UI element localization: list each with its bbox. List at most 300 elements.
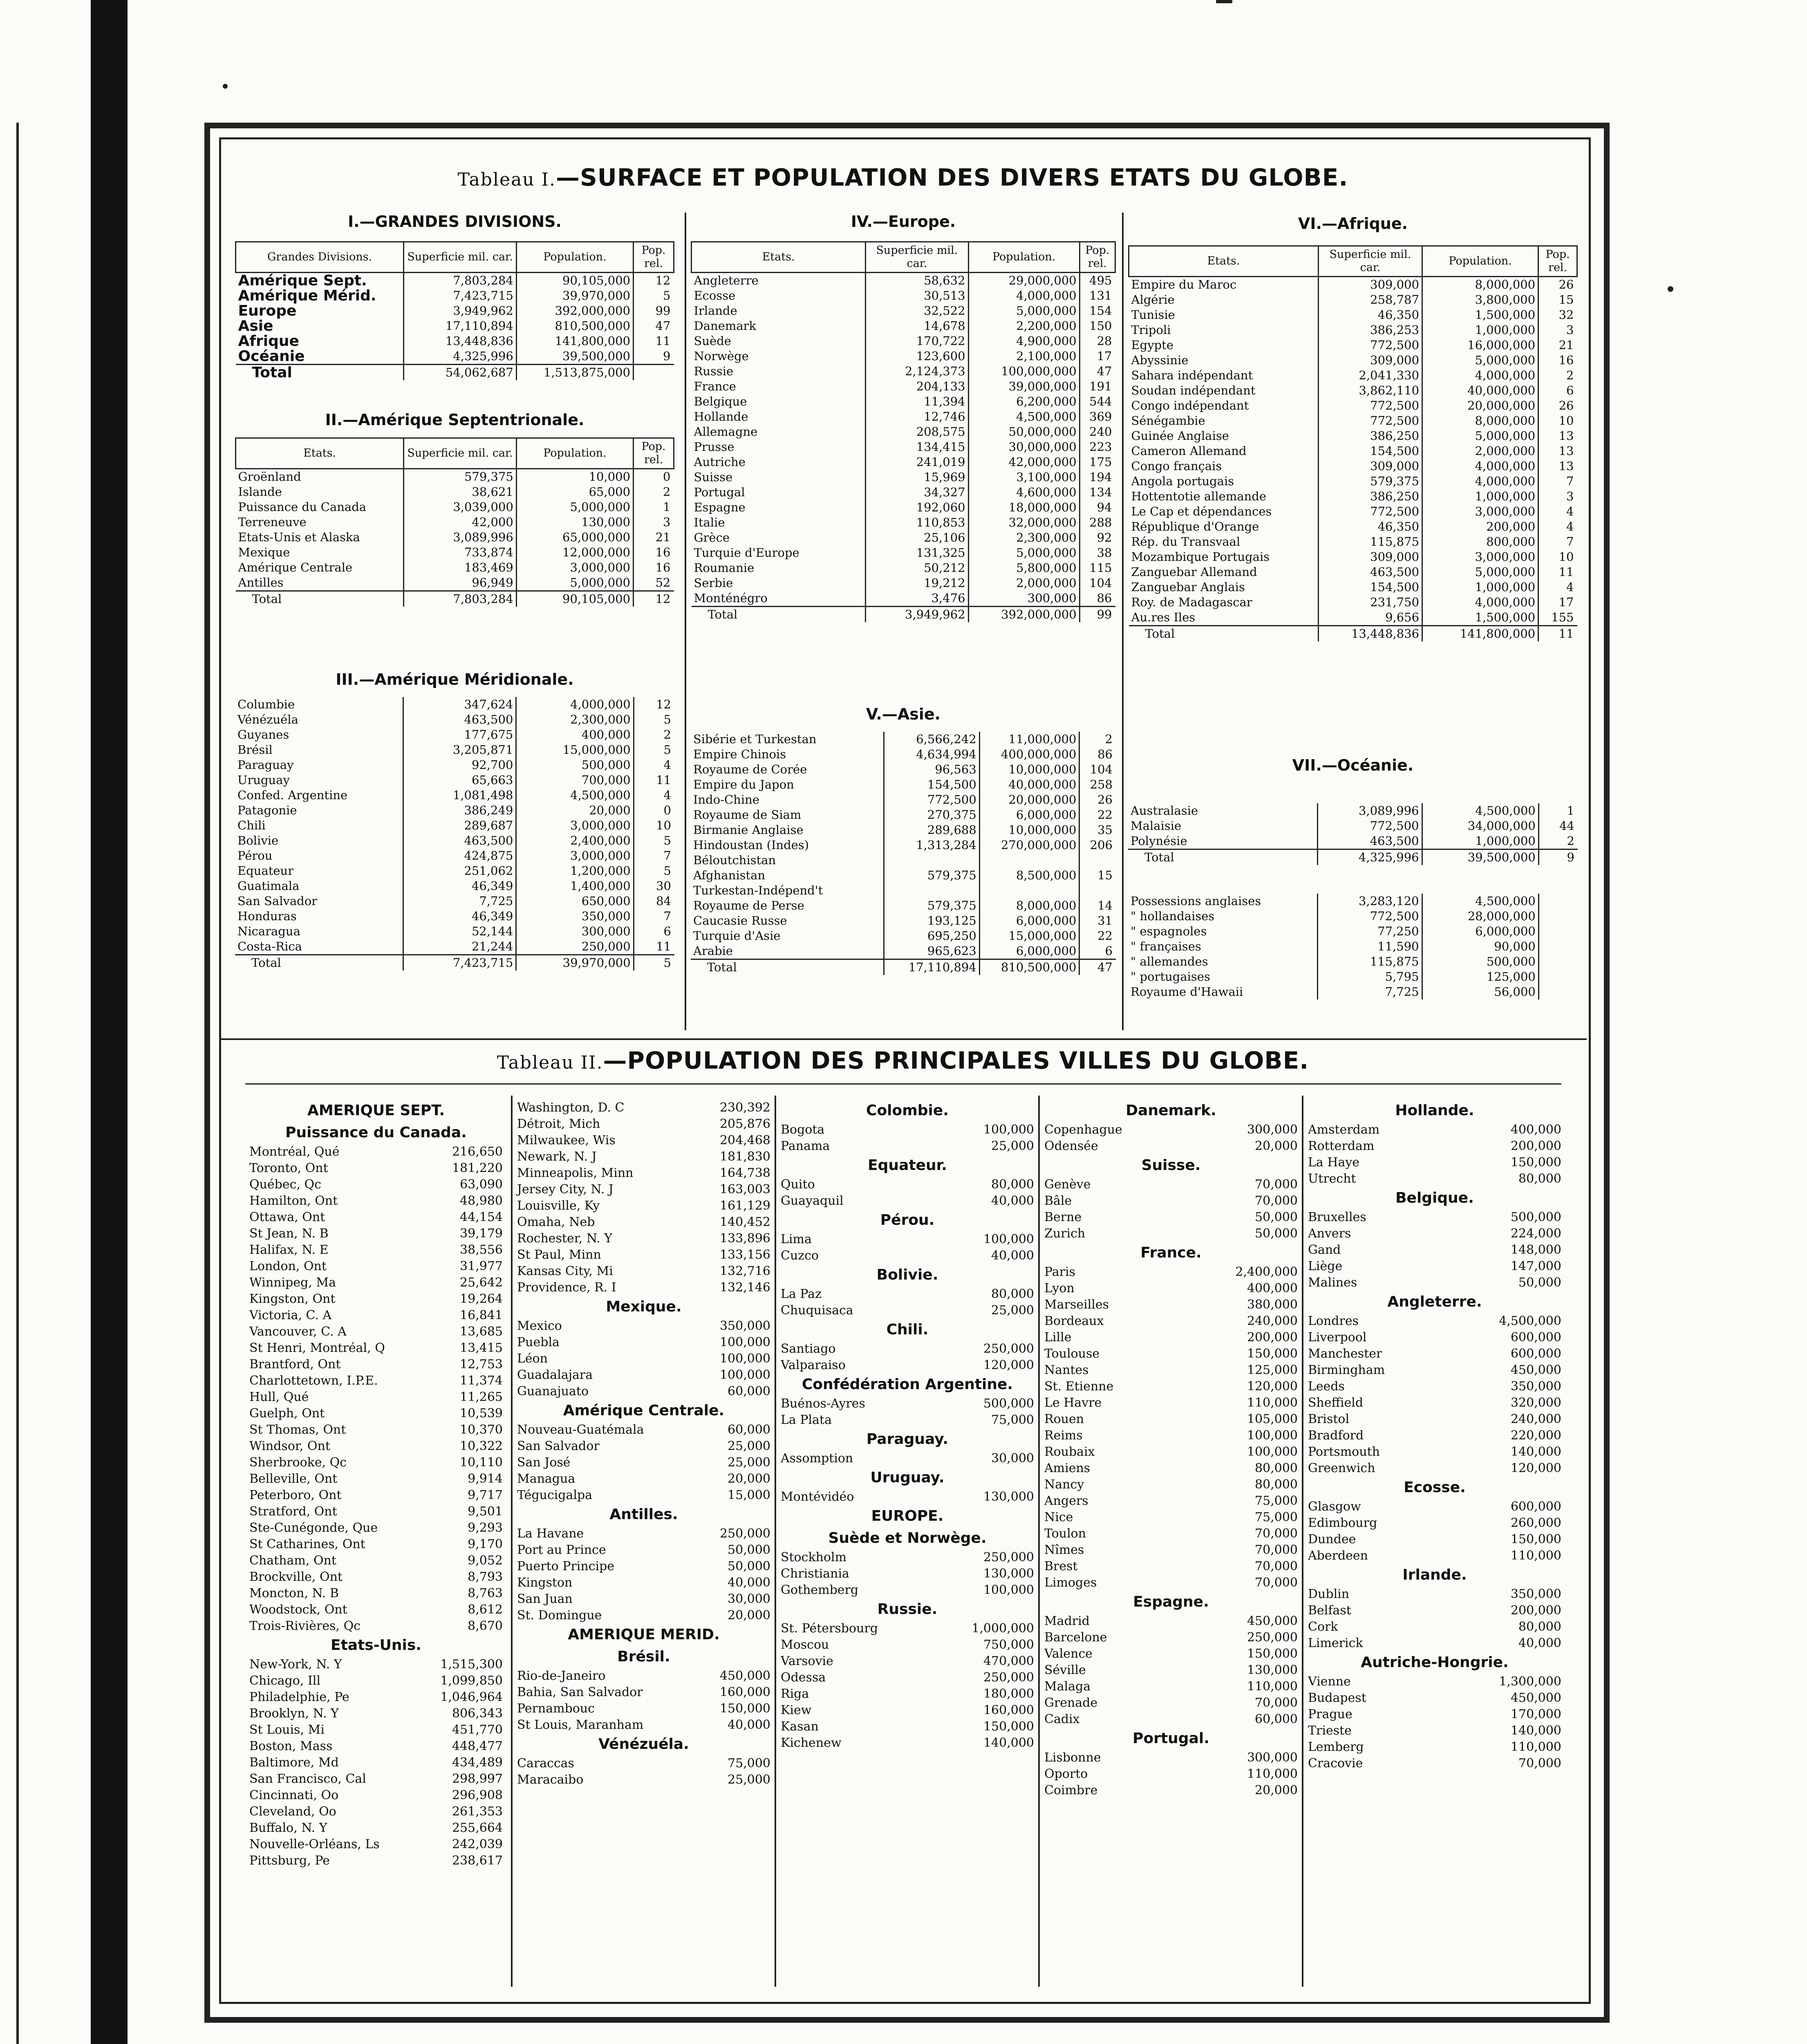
- table-cell: 6,200,000: [968, 394, 1079, 409]
- state-name: Columbie: [237, 697, 295, 711]
- state-name: Cameron Allemand: [1131, 444, 1247, 458]
- table-row: [1129, 565, 1577, 580]
- table-row: [691, 777, 1116, 792]
- spacer-row: [1128, 865, 1578, 894]
- table-cell: 424,875: [403, 848, 516, 863]
- total-cell: 54,062,687: [404, 365, 517, 381]
- city-row: [249, 1471, 503, 1487]
- table-cell: 134,415: [866, 439, 969, 455]
- city-section-heading: Chili.: [886, 1321, 929, 1338]
- total-cell: 4,325,996: [1318, 849, 1422, 865]
- city-row: [1308, 1723, 1561, 1739]
- city-population: 40,000: [728, 1576, 770, 1590]
- city-name: Bogota: [781, 1123, 825, 1137]
- city-row: [1308, 1171, 1561, 1187]
- city-name: San Francisco, Cal: [249, 1772, 366, 1786]
- table-row: [236, 349, 674, 365]
- city-row: [781, 1357, 1034, 1374]
- city-row: [517, 1351, 770, 1367]
- column-header: Etats.: [236, 438, 404, 469]
- city-section-heading: Angleterre.: [1387, 1293, 1482, 1310]
- city-population: 181,220: [452, 1161, 503, 1175]
- table-cell: 7: [1538, 474, 1577, 489]
- total-cell: 17,110,894: [884, 959, 979, 975]
- table-cell: 86: [1079, 747, 1116, 762]
- city-row: [249, 1618, 503, 1634]
- city-row: [1308, 1674, 1561, 1690]
- table-cell: 240: [1079, 424, 1115, 439]
- city-name: Victoria, C. A: [249, 1308, 332, 1322]
- city-name: Woodstock, Ont: [249, 1602, 347, 1617]
- city-row: [517, 1668, 770, 1684]
- table-cell: 0: [634, 803, 674, 818]
- table-row: [235, 697, 674, 712]
- table-cell: 191: [1079, 379, 1115, 394]
- city-name: Lisbonne: [1044, 1750, 1101, 1765]
- city-name: Halifax, N. E: [249, 1243, 329, 1257]
- table-cell: 192,060: [866, 500, 969, 515]
- spacer-cell: [1128, 865, 1578, 894]
- total-row: [1129, 626, 1577, 642]
- table-cell: 10,000: [516, 469, 633, 485]
- state-name: Amérique Centrale: [238, 560, 353, 574]
- table-row: [692, 364, 1115, 379]
- city-name: Kasan: [781, 1719, 819, 1734]
- table-cell: 15: [1079, 868, 1116, 883]
- table-cell: 4,000,000: [1422, 474, 1538, 489]
- table-cell: 2,100,000: [968, 349, 1079, 364]
- city-row: [1044, 1460, 1298, 1477]
- city-population: 250,000: [983, 1550, 1034, 1564]
- total-row: [236, 365, 674, 381]
- table-row: [692, 560, 1115, 576]
- table-cell: 39,000,000: [968, 379, 1079, 394]
- state-name: Afrique: [238, 333, 299, 350]
- city-population: 600,000: [1510, 1347, 1561, 1361]
- table-cell: 15,000,000: [516, 742, 634, 758]
- state-name: Russie: [694, 364, 734, 378]
- city-row: [249, 1422, 503, 1438]
- table-row: [235, 818, 674, 833]
- table-cell: 20,000,000: [1422, 398, 1538, 413]
- city-name: Dundee: [1308, 1532, 1356, 1546]
- city-row: [249, 1405, 503, 1422]
- city-row: [1044, 1428, 1298, 1444]
- table-cell: 208,575: [866, 424, 969, 439]
- city-name: Bâle: [1044, 1194, 1072, 1208]
- state-name: Terreneuve: [238, 515, 307, 529]
- city-population: 110,000: [1510, 1740, 1561, 1754]
- city-name: Trieste: [1308, 1724, 1352, 1738]
- table-cell: 3,000,000: [516, 848, 634, 863]
- state-name: Amérique Sept.: [238, 272, 367, 289]
- city-name: Greenwich: [1308, 1461, 1375, 1475]
- table-cell: 4: [634, 758, 674, 773]
- state-name: Angleterre: [694, 273, 759, 287]
- city-row: [249, 1722, 503, 1738]
- header-row: [236, 242, 674, 273]
- city-population: 350,000: [1510, 1587, 1561, 1601]
- city-name: La Plata: [781, 1413, 832, 1427]
- city-row: [1044, 1138, 1298, 1154]
- table-row: [691, 944, 1116, 959]
- city-population: 448,477: [452, 1739, 503, 1753]
- state-name: Ecosse: [694, 289, 736, 303]
- empty-cell: [1538, 894, 1578, 909]
- table-cell: 10: [1538, 413, 1577, 428]
- table-cell: 270,000,000: [979, 838, 1079, 853]
- state-name: Abyssinie: [1131, 353, 1189, 367]
- table-cell: 6: [1538, 383, 1577, 398]
- city-name: Port au Prince: [517, 1543, 606, 1557]
- city-population: 110,000: [1247, 1767, 1298, 1781]
- table-cell: 177,675: [403, 727, 516, 742]
- table-row: [692, 455, 1115, 470]
- city-row: [781, 1177, 1034, 1193]
- city-divider-2: [775, 1096, 776, 1987]
- city-name: Pittsburg, Pe: [249, 1853, 330, 1868]
- city-name: Quito: [781, 1177, 815, 1192]
- city-name: Jersey City, N. J: [517, 1182, 614, 1197]
- city-row: [249, 1340, 503, 1356]
- state-name: Tunisie: [1131, 308, 1175, 322]
- table-cell: 4,000,000: [968, 288, 1079, 303]
- city-row: [517, 1263, 770, 1280]
- possession-row: [1128, 894, 1578, 909]
- table-cell: 65,000,000: [516, 530, 633, 545]
- city-divider-1: [511, 1096, 513, 1987]
- city-row: [249, 1755, 503, 1771]
- cities-column-1: [249, 1100, 503, 1869]
- table-cell: 369: [1079, 409, 1115, 424]
- city-population: 470,000: [983, 1654, 1034, 1668]
- header-row: [692, 242, 1115, 273]
- city-name: San Juan: [517, 1592, 573, 1606]
- table-cell: 154,500: [1318, 580, 1422, 595]
- table2-text: —POPULATION DES PRINCIPALES VILLES DU GLOBE.: [603, 1047, 1309, 1074]
- city-population: 500,000: [1510, 1210, 1561, 1224]
- table-row: [1129, 549, 1577, 565]
- city-name: Malines: [1308, 1275, 1357, 1290]
- total-cell: 5: [634, 955, 674, 971]
- table-row: [1129, 368, 1577, 383]
- table-cell: 270,375: [884, 807, 979, 823]
- city-section-heading: EUROPE.: [871, 1508, 944, 1524]
- city-section-heading: AMERIQUE MERID.: [568, 1626, 720, 1643]
- city-population: 240,000: [1247, 1314, 1298, 1328]
- column-header: Pop. rel.: [634, 242, 674, 273]
- table-cell: 251,062: [403, 863, 516, 879]
- table-cell: 309,000: [1318, 277, 1422, 293]
- city-row: [1308, 1619, 1561, 1635]
- table-cell: 650,000: [516, 894, 634, 909]
- city-population: 125,000: [1247, 1363, 1298, 1377]
- state-name: Sahara indépendant: [1131, 368, 1253, 382]
- city-row: [781, 1450, 1034, 1467]
- table-cell: 10: [634, 818, 674, 833]
- city-row: [1044, 1782, 1298, 1799]
- table-cell: 231,750: [1318, 595, 1422, 610]
- city-name: Rouen: [1044, 1412, 1084, 1426]
- possession-cell: 11,590: [1318, 939, 1422, 954]
- state-name: Australasie: [1131, 804, 1198, 818]
- city-name: Montévidéo: [781, 1490, 854, 1504]
- table-cell: 288: [1079, 515, 1115, 530]
- city-population: 19,264: [460, 1292, 503, 1306]
- table-row: [1129, 610, 1577, 626]
- total-row: [235, 955, 674, 971]
- binding-shadow: [91, 0, 128, 2044]
- city-name: Cincinnati, Oo: [249, 1788, 339, 1802]
- table-cell: 4,000,000: [516, 697, 634, 712]
- city-population: 300,000: [1247, 1750, 1298, 1765]
- table-row: [1129, 398, 1577, 413]
- city-population: 11,265: [460, 1390, 503, 1404]
- city-population: 100,000: [983, 1583, 1034, 1597]
- city-row: [249, 1804, 503, 1820]
- city-row: [517, 1198, 770, 1214]
- city-row: [1044, 1177, 1298, 1193]
- city-population: 8,670: [468, 1619, 503, 1633]
- state-name: Mexique: [238, 545, 290, 559]
- city-name: St Paul, Minn: [517, 1248, 601, 1262]
- table-amsept: [235, 437, 674, 607]
- city-population: 70,000: [1255, 1526, 1298, 1541]
- table-cell: 7: [634, 909, 674, 924]
- state-name: Belgique: [694, 394, 747, 408]
- city-row: [249, 1324, 503, 1340]
- table-cell: 2: [634, 484, 674, 500]
- city-name: Lille: [1044, 1330, 1072, 1345]
- city-row: [1044, 1558, 1298, 1575]
- table-row: [235, 773, 674, 788]
- total-cell: 392,000,000: [968, 607, 1079, 623]
- state-name: Algérie: [1131, 293, 1175, 307]
- table-cell: 6,000,000: [979, 807, 1079, 823]
- table-cell: 200,000: [1422, 519, 1538, 534]
- state-name: Allemagne: [694, 425, 758, 439]
- city-population: 148,000: [1510, 1243, 1561, 1257]
- table-cell: 26: [1538, 398, 1577, 413]
- city-population: 220,000: [1510, 1428, 1561, 1443]
- city-population: 120,000: [1510, 1461, 1561, 1475]
- city-name: Bristol: [1308, 1412, 1350, 1426]
- city-row: [1308, 1444, 1561, 1460]
- table-cell: 5: [634, 833, 674, 848]
- table-cell: 3,000,000: [1422, 549, 1538, 565]
- possession-row: [1128, 939, 1578, 954]
- table-row: [691, 913, 1116, 928]
- possession-cell: " hollandaises: [1131, 909, 1215, 923]
- city-section-heading: Pérou.: [880, 1212, 935, 1228]
- table-cell: 39,500,000: [516, 349, 633, 365]
- city-row: [1044, 1411, 1298, 1428]
- table-cell: 47: [634, 318, 674, 334]
- city-population: 25,000: [728, 1439, 770, 1453]
- table-row: [1129, 580, 1577, 595]
- table-cell: 3: [1538, 489, 1577, 504]
- city-row: [249, 1258, 503, 1275]
- city-population: 20,000: [728, 1608, 770, 1623]
- table-row: [1129, 307, 1577, 323]
- city-name: Buffalo, N. Y: [249, 1821, 327, 1835]
- city-population: 75,000: [1255, 1494, 1298, 1508]
- city-name: Nancy: [1044, 1477, 1084, 1492]
- table-row: [236, 303, 674, 318]
- table-cell: 154,500: [884, 777, 979, 792]
- state-name: Bolivie: [237, 834, 279, 847]
- city-population: 200,000: [1510, 1139, 1561, 1153]
- table-cell: 104: [1079, 762, 1116, 777]
- table-cell: 47: [1079, 364, 1115, 379]
- city-name: Rio-de-Janeiro: [517, 1669, 606, 1683]
- city-row: [249, 1455, 503, 1471]
- table-cell: 392,000,000: [516, 303, 633, 318]
- table-cell: 1: [634, 500, 674, 515]
- city-population: 140,452: [719, 1215, 770, 1229]
- city-row: [249, 1585, 503, 1602]
- total-cell: Total: [691, 959, 884, 975]
- city-row: [1044, 1509, 1298, 1526]
- table-cell: 15,969: [866, 470, 969, 485]
- table-row: [691, 928, 1116, 944]
- left-margin-line: [0, 123, 19, 2044]
- city-population: 130,000: [983, 1490, 1034, 1504]
- table-cell: 20,000: [516, 803, 634, 818]
- table-cell: 11: [634, 939, 674, 955]
- table-row: [1129, 277, 1577, 293]
- table-cell: 90,105,000: [516, 273, 633, 289]
- state-name: Nicaragua: [237, 924, 300, 938]
- total-cell: Total: [236, 591, 404, 607]
- city-row: [249, 1275, 503, 1291]
- city-name: Reims: [1044, 1428, 1083, 1443]
- city-population: 80,000: [1255, 1477, 1298, 1492]
- table-cell: 30,000,000: [968, 439, 1079, 455]
- table-cell: 1,000,000: [1422, 834, 1538, 849]
- city-name: Guelph, Ont: [249, 1406, 325, 1421]
- table-cell: 5,000,000: [1422, 353, 1538, 368]
- table-europe: [691, 241, 1116, 622]
- table1-title: [219, 164, 1587, 191]
- city-row: [1044, 1378, 1298, 1395]
- table-cell: 17,110,894: [404, 318, 517, 334]
- column-header: Superficie mil. car.: [404, 242, 517, 273]
- table-cell: 2,200,000: [968, 318, 1079, 334]
- city-row: [1308, 1602, 1561, 1619]
- total-cell: 141,800,000: [1422, 626, 1538, 642]
- state-name: Italie: [694, 515, 725, 529]
- table-cell: 7: [634, 848, 674, 863]
- state-name: Autriche: [694, 455, 746, 469]
- table-cell: 94: [1079, 500, 1115, 515]
- table-cell: 695,250: [884, 928, 979, 944]
- city-name: Bruxelles: [1308, 1210, 1366, 1224]
- city-population: 16,841: [460, 1308, 503, 1322]
- city-population: 20,000: [1255, 1783, 1298, 1797]
- city-row: [1044, 1477, 1298, 1493]
- table-row: [1129, 292, 1577, 307]
- city-name: New-York, N. Y: [249, 1657, 342, 1672]
- table-cell: 21: [1538, 338, 1577, 353]
- city-row: [517, 1542, 770, 1558]
- state-name: Soudan indépendant: [1131, 383, 1256, 397]
- table-cell: 5: [634, 712, 674, 727]
- table-cell: 28: [1079, 334, 1115, 349]
- city-population: 400,000: [1510, 1123, 1561, 1137]
- city-population: 13,685: [460, 1325, 503, 1339]
- table-row: [692, 545, 1115, 560]
- table-row: [1129, 338, 1577, 353]
- table-cell: 289,687: [403, 818, 516, 833]
- total-cell: 7,803,284: [404, 591, 517, 607]
- city-row: [1308, 1242, 1561, 1258]
- table-cell: 4: [1538, 519, 1577, 534]
- city-name: Québec, Qc: [249, 1177, 321, 1192]
- city-row: [249, 1673, 503, 1689]
- city-name: Moncton, N. B: [249, 1586, 339, 1600]
- city-row: [249, 1226, 503, 1242]
- table-cell: 386,250: [1318, 489, 1422, 504]
- city-row: [1308, 1138, 1561, 1154]
- city-row: [517, 1181, 770, 1198]
- table-cell: 194: [1079, 470, 1115, 485]
- city-row: [1044, 1313, 1298, 1329]
- city-population: 450,000: [1510, 1691, 1561, 1705]
- table-row: [691, 838, 1116, 853]
- total-cell: Total: [692, 607, 866, 623]
- city-population: 132,716: [719, 1264, 770, 1278]
- total-cell: 39,970,000: [516, 955, 634, 971]
- table-cell: 44: [1538, 818, 1578, 834]
- total-cell: 47: [1079, 959, 1116, 975]
- city-population: 150,000: [983, 1719, 1034, 1734]
- cities-column-2: [517, 1100, 770, 1788]
- city-row: [781, 1341, 1034, 1357]
- table-row: [691, 898, 1116, 913]
- state-name: Royaume de Perse: [693, 899, 804, 912]
- city-population: 70,000: [1255, 1177, 1298, 1192]
- city-row: [249, 1656, 503, 1673]
- state-name: Roy. de Madagascar: [1131, 595, 1252, 609]
- city-row: [517, 1247, 770, 1263]
- city-population: 600,000: [1510, 1499, 1561, 1514]
- city-row: [1044, 1629, 1298, 1646]
- state-name: Confed. Argentine: [237, 788, 348, 802]
- city-section-heading: Colombie.: [866, 1102, 949, 1119]
- table-row: [235, 894, 674, 909]
- section-title-amsept: II.—Amérique Septentrionale.: [325, 411, 584, 429]
- table-cell: 9: [634, 349, 674, 365]
- city-row: [1308, 1275, 1561, 1291]
- table-cell: 5: [634, 288, 674, 303]
- table-cell: 2,124,373: [866, 364, 969, 379]
- city-population: 450,000: [1247, 1614, 1298, 1628]
- state-name: Royaume de Siam: [693, 808, 802, 822]
- table-cell: 463,500: [403, 833, 516, 848]
- city-row: [1308, 1586, 1561, 1602]
- table-cell: 3,089,996: [1318, 803, 1422, 818]
- city-name: Windsor, Ont: [249, 1439, 330, 1453]
- city-name: Toronto, Ont: [249, 1161, 328, 1175]
- table-cell: 4,900,000: [968, 334, 1079, 349]
- city-population: 238,617: [452, 1853, 503, 1868]
- table-cell: 19,212: [866, 576, 969, 591]
- table-cell: 29,000,000: [968, 273, 1079, 289]
- city-name: Santiago: [781, 1342, 836, 1356]
- table-cell: 772,500: [1318, 818, 1422, 834]
- table-cell: 4,600,000: [968, 485, 1079, 500]
